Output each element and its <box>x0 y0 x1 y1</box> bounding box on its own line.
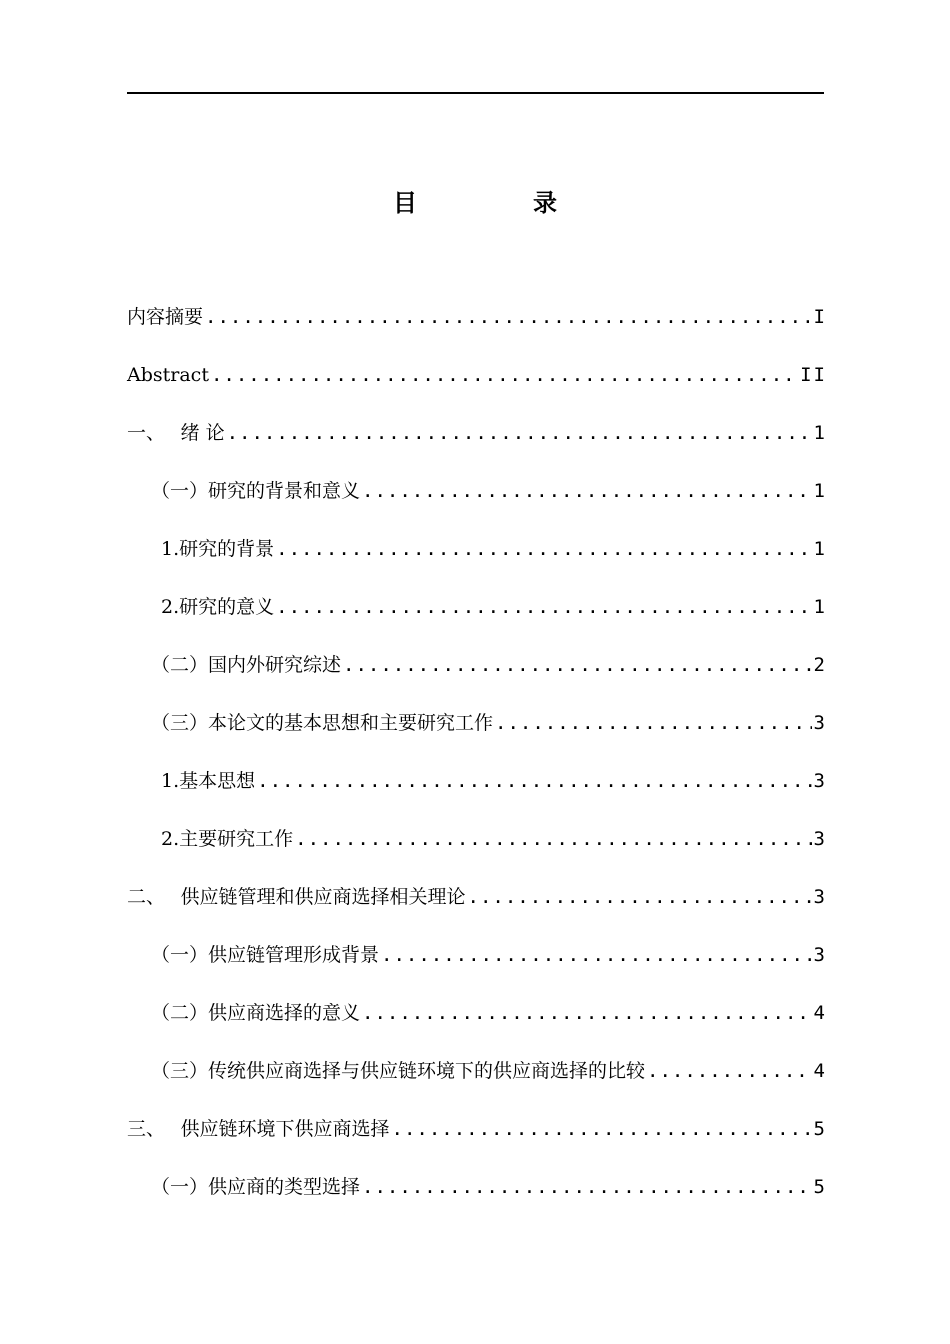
toc-entry-label: （三）本论文的基本思想和主要研究工作 <box>151 712 494 734</box>
toc-dot-leader <box>392 1112 812 1146</box>
toc-entry-page: 2 <box>813 654 827 676</box>
toc-entry[interactable] <box>127 648 827 706</box>
toc-entry[interactable] <box>127 996 827 1054</box>
toc-entry[interactable] <box>127 474 827 532</box>
toc-entry-page: 1 <box>813 422 827 444</box>
toc-entry-page: 1 <box>813 480 827 502</box>
toc-dot-leader <box>227 416 812 450</box>
toc-entry-label: 一、 绪 论 <box>127 422 225 444</box>
toc-entry-label: （二）国内外研究综述 <box>151 654 342 676</box>
toc-entry-page: I <box>813 306 827 328</box>
toc-entry-page: II <box>800 364 827 386</box>
toc-entry-label: 1.研究的背景 <box>161 538 275 560</box>
toc-dot-leader <box>381 938 812 972</box>
toc-entry-label: Abstract <box>127 364 209 386</box>
toc-list <box>127 300 827 1228</box>
toc-entry-label: （一）研究的背景和意义 <box>151 480 361 502</box>
toc-entry[interactable] <box>127 1112 827 1170</box>
toc-entry-page: 1 <box>813 538 827 560</box>
toc-entry-page: 5 <box>813 1176 827 1198</box>
toc-dot-leader <box>276 590 811 624</box>
toc-entry[interactable] <box>127 822 827 880</box>
toc-entry-label: （一）供应链管理形成背景 <box>151 944 380 966</box>
toc-entry-page: 3 <box>813 944 827 966</box>
toc-dot-leader <box>257 764 811 798</box>
toc-entry-label: 二、 供应链管理和供应商选择相关理论 <box>127 886 466 908</box>
toc-entry-label: （一）供应商的类型选择 <box>151 1176 361 1198</box>
toc-entry[interactable] <box>127 764 827 822</box>
toc-entry-label: 内容摘要 <box>127 306 204 328</box>
toc-entry-label: 1.基本思想 <box>161 770 256 792</box>
toc-entry-label: （二）供应商选择的意义 <box>151 1002 361 1024</box>
toc-entry[interactable] <box>127 532 827 590</box>
toc-dot-leader <box>343 648 812 682</box>
toc-dot-leader <box>362 1170 812 1204</box>
toc-entry-page: 3 <box>813 886 827 908</box>
toc-entry[interactable] <box>127 880 827 938</box>
toc-entry[interactable] <box>127 590 827 648</box>
toc-dot-leader <box>362 996 812 1030</box>
toc-dot-leader <box>211 358 798 392</box>
toc-entry-label: 2.主要研究工作 <box>161 828 294 850</box>
toc-entry-label: 2.研究的意义 <box>161 596 275 618</box>
toc-entry-page: 3 <box>813 770 827 792</box>
toc-dot-leader <box>276 532 811 566</box>
toc-entry-page: 1 <box>813 596 827 618</box>
toc-entry-page: 4 <box>813 1060 827 1082</box>
toc-entry[interactable] <box>127 1054 827 1112</box>
toc-entry-label: 三、 供应链环境下供应商选择 <box>127 1118 390 1140</box>
toc-entry-label: （三）传统供应商选择与供应链环境下的供应商选择的比较 <box>151 1060 646 1082</box>
toc-dot-leader <box>495 706 812 740</box>
toc-entry[interactable] <box>127 416 827 474</box>
toc-entry[interactable] <box>127 358 827 416</box>
toc-entry-page: 5 <box>813 1118 827 1140</box>
toc-entry-page: 4 <box>813 1002 827 1024</box>
toc-entry[interactable] <box>127 300 827 358</box>
toc-entry-page: 3 <box>813 712 827 734</box>
toc-dot-leader <box>205 300 812 334</box>
toc-entry[interactable] <box>127 706 827 764</box>
toc-dot-leader <box>295 822 811 856</box>
toc-entry[interactable] <box>127 938 827 996</box>
toc-title: 目 录 <box>393 189 603 217</box>
toc-dot-leader <box>468 880 812 914</box>
toc-entry-page: 3 <box>813 828 827 850</box>
header-rule <box>127 92 824 94</box>
toc-dot-leader <box>362 474 812 508</box>
toc-dot-leader <box>647 1054 812 1088</box>
toc-entry[interactable] <box>127 1170 827 1228</box>
